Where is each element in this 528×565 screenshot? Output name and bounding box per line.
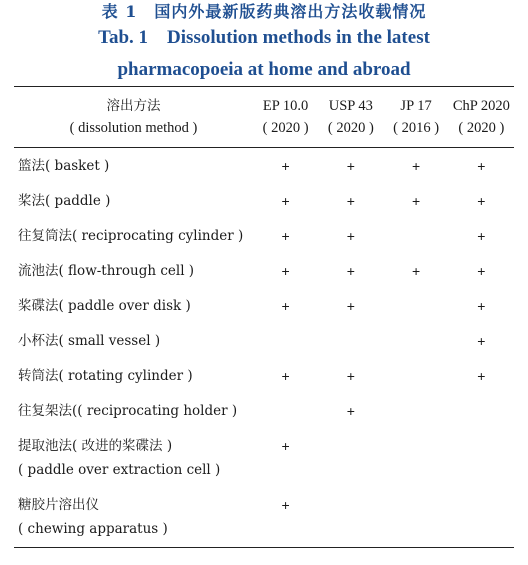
mark-cell: + — [477, 368, 486, 384]
header-method-cn: 溶出方法 — [106, 98, 161, 114]
header-jp-year: ( 2016 ) — [393, 120, 440, 136]
mark-cell: + — [477, 333, 486, 349]
mark-cell — [383, 323, 448, 358]
table-row — [14, 183, 514, 218]
mark-cell: + — [477, 298, 486, 314]
method-cell: 往复架法(( reciprocating holder ) — [18, 403, 238, 419]
table-row — [14, 218, 514, 253]
method-line2: ( chewing apparatus ) — [18, 521, 168, 537]
mark-cell — [383, 487, 448, 548]
mark-cell: + — [281, 298, 290, 314]
header-chp — [449, 87, 514, 148]
mark-cell: + — [346, 263, 355, 279]
method-cell: 桨碟法( paddle over disk ) — [18, 298, 191, 314]
mark-cell: + — [253, 487, 318, 548]
header-chp-name: ChP 2020 — [452, 98, 510, 114]
mark-cell — [383, 358, 448, 393]
mark-cell: + — [411, 263, 421, 279]
mark-cell: + — [477, 193, 486, 209]
mark-cell: + — [281, 263, 290, 279]
table-row — [14, 428, 514, 487]
caption-english-line1: Tab. 1 Dissolution methods in the latest — [98, 27, 430, 48]
table-row — [14, 358, 514, 393]
header-ep-year: ( 2020 ) — [262, 120, 309, 136]
mark-cell: + — [346, 298, 355, 314]
mark-cell — [449, 487, 514, 548]
header-ep — [253, 87, 318, 148]
header-method-en: ( dissolution method ) — [69, 120, 198, 136]
mark-cell — [383, 428, 448, 487]
mark-cell — [253, 393, 318, 428]
header-usp — [318, 87, 383, 148]
table-row — [14, 323, 514, 358]
mark-cell — [318, 323, 383, 358]
dissolution-methods-table — [14, 86, 514, 548]
mark-cell — [383, 393, 448, 428]
mark-cell: + — [477, 263, 486, 279]
mark-cell — [253, 323, 318, 358]
mark-cell — [449, 428, 514, 487]
mark-cell: + — [281, 438, 290, 454]
table-row — [14, 487, 514, 548]
caption-english-line2: pharmacopoeia at home and abroad — [117, 59, 411, 80]
method-cell: 桨法( paddle ) — [18, 193, 111, 209]
mark-cell — [318, 487, 383, 548]
mark-cell: + — [477, 228, 486, 244]
mark-cell: + — [346, 368, 355, 384]
header-chp-year: ( 2020 ) — [458, 120, 505, 136]
table-row — [14, 288, 514, 323]
method-cell — [14, 428, 253, 487]
mark-cell: + — [346, 403, 355, 419]
mark-cell: + — [411, 158, 421, 174]
mark-cell — [383, 218, 448, 253]
method-cell: 往复筒法( reciprocating cylinder ) — [18, 228, 244, 244]
method-cell: 篮法( basket ) — [18, 158, 110, 174]
method-line2: ( paddle over extraction cell ) — [18, 462, 221, 478]
mark-cell: + — [281, 158, 290, 174]
table-row — [14, 253, 514, 288]
method-line1: 糖胶片溶出仪 — [18, 497, 99, 513]
header-usp-name: USP 43 — [328, 98, 373, 114]
mark-cell: + — [281, 228, 290, 244]
table-row — [14, 148, 514, 184]
mark-cell — [449, 393, 514, 428]
method-cell — [14, 487, 253, 548]
header-jp-name: JP 17 — [400, 98, 432, 114]
mark-cell: + — [346, 193, 355, 209]
table-caption — [0, 0, 528, 86]
header-ep-name: EP 10.0 — [262, 98, 309, 114]
mark-cell: + — [281, 368, 290, 384]
header-method — [14, 87, 253, 148]
method-cell: 转筒法( rotating cylinder ) — [18, 368, 193, 384]
mark-cell: + — [346, 228, 355, 244]
method-cell: 流池法( flow-through cell ) — [18, 263, 195, 279]
method-cell: 小杯法( small vessel ) — [18, 333, 161, 349]
header-usp-year: ( 2020 ) — [327, 120, 374, 136]
mark-cell: + — [411, 193, 421, 209]
table-row — [14, 393, 514, 428]
mark-cell: + — [346, 158, 355, 174]
mark-cell — [318, 428, 383, 487]
caption-chinese: 表 1 国内外最新版药典溶出方法收载情况 — [101, 2, 427, 21]
mark-cell: + — [477, 158, 486, 174]
header-row — [14, 87, 514, 148]
header-jp — [383, 87, 448, 148]
mark-cell: + — [281, 193, 290, 209]
method-line1: 提取池法( 改进的桨碟法 ) — [18, 438, 173, 454]
mark-cell — [383, 288, 448, 323]
